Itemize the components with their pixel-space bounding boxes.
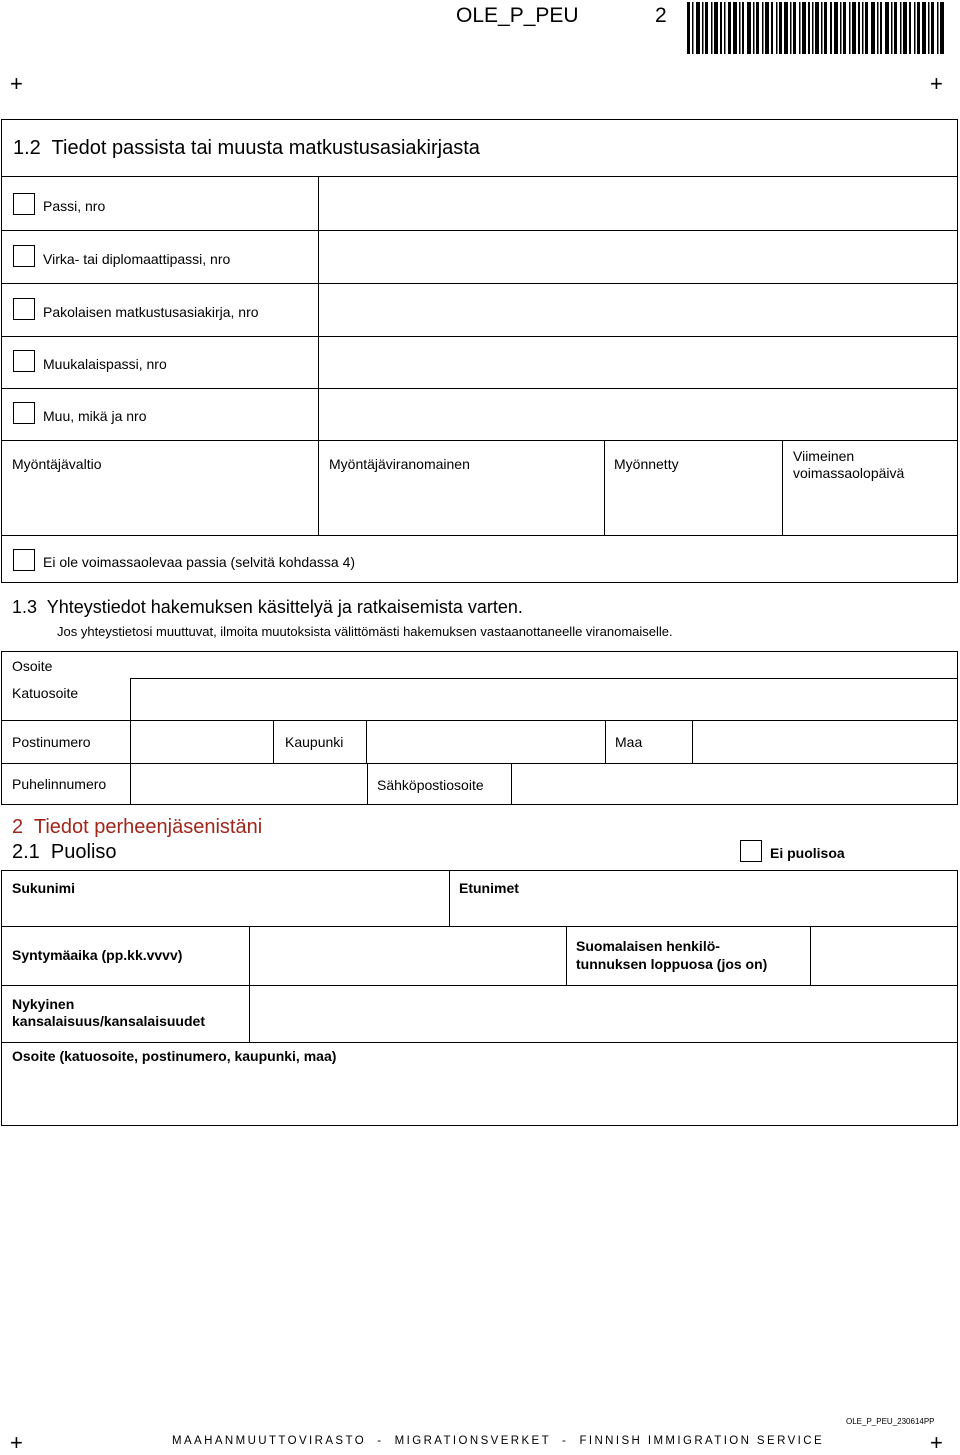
- country-label: Maa: [615, 734, 643, 750]
- postcode-label: Postinumero: [12, 734, 91, 750]
- phone-label: Puhelinnumero: [12, 776, 107, 792]
- section-2-title: 2 Tiedot perheenjäsenistäni: [12, 816, 263, 838]
- surname-field[interactable]: [4, 898, 448, 926]
- alien-passport-checkbox[interactable]: [13, 350, 35, 372]
- passport-checkbox[interactable]: [13, 193, 35, 215]
- issuing-authority-field[interactable]: [322, 490, 604, 534]
- issuing-country-label: Myöntäjävaltio: [12, 456, 102, 472]
- crop-mark-top-left: +: [10, 71, 23, 96]
- alien-passport-label: Muukalaispassi, nro: [43, 356, 167, 372]
- spouse-address-field[interactable]: [4, 1068, 958, 1126]
- crop-mark-bottom-right: +: [930, 1430, 943, 1455]
- phone-field[interactable]: [130, 763, 368, 805]
- expiry-date-label: Viimeinen voimassaolopäivä: [793, 448, 905, 481]
- pic-field[interactable]: [810, 926, 958, 985]
- no-spouse-label: Ei puolisoa: [770, 845, 845, 861]
- page-number: 2: [655, 4, 667, 27]
- no-passport-checkbox[interactable]: [13, 549, 35, 571]
- expiry-date-field[interactable]: [786, 490, 958, 534]
- first-names-field[interactable]: [453, 898, 957, 926]
- surname-label: Sukunimi: [12, 880, 76, 896]
- no-spouse-checkbox[interactable]: [740, 840, 762, 862]
- diplomatic-passport-checkbox[interactable]: [13, 245, 35, 267]
- footer-agency: MAAHANMUUTTOVIRASTO - MIGRATIONSVERKET - FINNISH IMMIGRATION SERVICE: [172, 1435, 825, 1447]
- crop-mark-top-right: +: [930, 71, 943, 96]
- footer-form-code: OLE_P_PEU_230614PP: [846, 1417, 935, 1426]
- passport-label: Passi, nro: [43, 198, 106, 214]
- form-code: OLE_P_PEU: [456, 4, 579, 27]
- pic-label-line-1: Suomalaisen henkilö-: [576, 938, 720, 954]
- refugee-document-number-field[interactable]: [322, 287, 956, 335]
- postcode-field[interactable]: [130, 720, 274, 763]
- dob-field[interactable]: [249, 926, 567, 985]
- other-document-field[interactable]: [322, 392, 956, 438]
- email-field[interactable]: [511, 763, 958, 805]
- citizenship-field[interactable]: [249, 985, 958, 1042]
- section-1-3-title: 1.3 Yhteystiedot hakemuksen käsittelyä ja ratkaisemista varten.: [12, 597, 523, 617]
- no-passport-note: (selvitä kohdassa 4): [226, 554, 356, 570]
- alien-passport-number-field[interactable]: [322, 340, 956, 386]
- email-label: Sähköpostiosoite: [377, 777, 484, 793]
- issue-date-field[interactable]: [608, 490, 782, 534]
- no-passport-label: [43, 554, 355, 571]
- contact-change-note: Jos yhteystietosi muuttuvat, ilmoita muutoksista välittömästi hakemuksen vastaanottaneelle viranomaiselle.: [57, 624, 673, 639]
- city-field[interactable]: [366, 720, 606, 763]
- dob-label: Syntymäaika (pp.kk.vvvv): [12, 947, 183, 963]
- refugee-document-label: Pakolaisen matkustusasiakirja, nro: [43, 304, 259, 320]
- passport-number-field[interactable]: [322, 180, 956, 228]
- address-heading: Osoite: [12, 658, 53, 674]
- issuing-authority-label: Myöntäjäviranomainen: [329, 456, 470, 472]
- no-passport-bold: Ei ole voimassaolevaa passia: [43, 554, 227, 570]
- refugee-document-checkbox[interactable]: [13, 298, 35, 320]
- spouse-address-label: Osoite (katuosoite, postinumero, kaupunki, maa): [12, 1048, 337, 1064]
- diplomatic-passport-label: Virka- tai diplomaattipassi, nro: [43, 251, 231, 267]
- spouse-title: 2.1 Puoliso: [12, 841, 117, 863]
- first-names-label: Etunimet: [459, 880, 519, 896]
- issue-date-label: Myönnetty: [614, 456, 679, 472]
- other-document-label: Muu, mikä ja nro: [43, 408, 147, 424]
- pic-label-line-2: tunnuksen loppuosa (jos on): [576, 956, 768, 972]
- diplomatic-passport-number-field[interactable]: [322, 234, 956, 282]
- country-field[interactable]: [692, 720, 958, 763]
- crop-mark-bottom-left: +: [10, 1430, 23, 1455]
- barcode: [687, 2, 945, 54]
- issuing-country-field[interactable]: [4, 490, 318, 534]
- city-label: Kaupunki: [285, 734, 344, 750]
- section-1-2-title: 1.2 Tiedot passista tai muusta matkustusasiakirjasta: [13, 137, 480, 159]
- citizenship-label-line-1: Nykyinen: [12, 996, 75, 1012]
- street-address-field[interactable]: [130, 678, 958, 721]
- other-document-checkbox[interactable]: [13, 402, 35, 424]
- citizenship-label-line-2: kansalaisuus/kansalaisuudet: [12, 1013, 205, 1029]
- street-address-label: Katuosoite: [12, 685, 79, 701]
